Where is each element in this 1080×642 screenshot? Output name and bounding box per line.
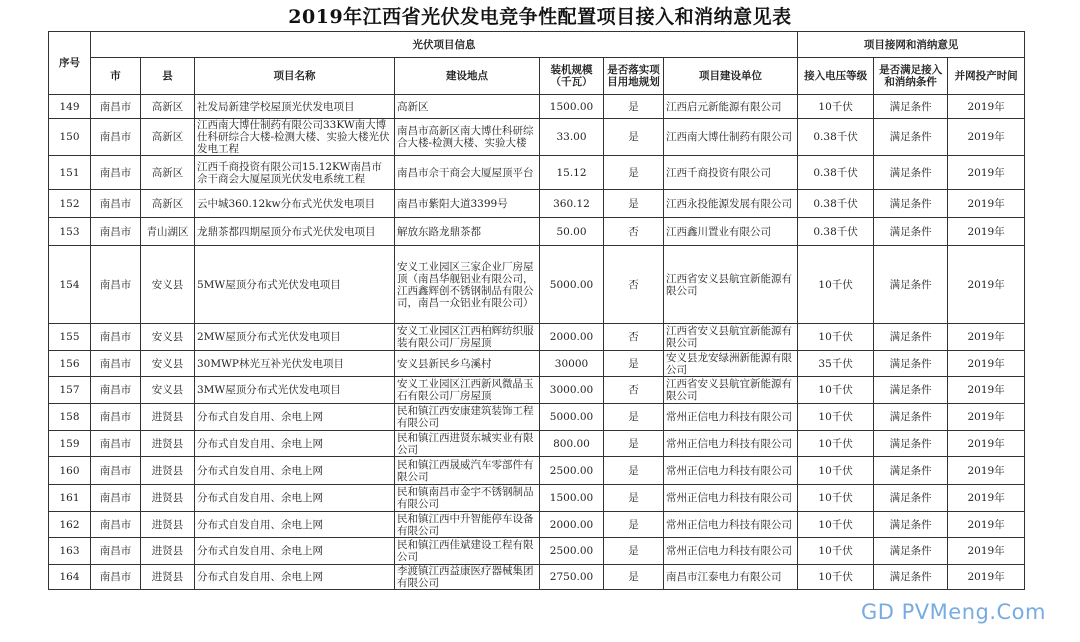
cell-name: 云中城360.12kw分布式光伏发电项目 — [195, 190, 395, 218]
cell-name: 江西南大博仕制药有限公司33KW南大博仕科研综合大楼-检测大楼、实验大楼光伏发电工程 — [195, 119, 395, 156]
cell-capacity: 2000.00 — [540, 324, 604, 351]
header-year: 并网投产时间 — [948, 58, 1025, 95]
cell-seq: 149 — [49, 95, 91, 119]
cell-seq: 150 — [49, 119, 91, 156]
cell-land: 否 — [604, 324, 664, 351]
cell-city: 南昌市 — [91, 404, 141, 431]
cell-condition: 满足条件 — [874, 377, 948, 404]
cell-capacity: 1500.00 — [540, 95, 604, 119]
cell-condition: 满足条件 — [874, 95, 948, 119]
cell-capacity: 2000.00 — [540, 512, 604, 538]
cell-city: 南昌市 — [91, 538, 141, 565]
header-voltage: 接入电压等级 — [798, 58, 874, 95]
cell-seq: 164 — [49, 565, 91, 590]
cell-capacity: 33.00 — [540, 119, 604, 156]
cell-name: 分布式自发自用、余电上网 — [195, 485, 395, 512]
table-row — [49, 95, 1025, 119]
cell-name: 分布式自发自用、余电上网 — [195, 457, 395, 485]
cell-year: 2019年 — [948, 565, 1025, 590]
table-row — [49, 431, 1025, 457]
cell-voltage: 10千伏 — [798, 324, 874, 351]
cell-unit: 江西永投能源发展有限公司 — [664, 190, 798, 218]
cell-voltage: 10千伏 — [798, 485, 874, 512]
cell-capacity: 5000.00 — [540, 404, 604, 431]
cell-city: 南昌市 — [91, 351, 141, 377]
cell-condition: 满足条件 — [874, 431, 948, 457]
table-row — [49, 156, 1025, 190]
cell-land: 是 — [604, 457, 664, 485]
cell-voltage: 10千伏 — [798, 95, 874, 119]
cell-unit: 江西省安义县航宜新能源有限公司 — [664, 246, 798, 324]
cell-seq: 152 — [49, 190, 91, 218]
cell-condition: 满足条件 — [874, 512, 948, 538]
table-row — [49, 538, 1025, 565]
cell-year: 2019年 — [948, 431, 1025, 457]
cell-location: 民和镇江西中升智能停车设备有限公司 — [395, 512, 540, 538]
cell-city: 南昌市 — [91, 190, 141, 218]
cell-seq: 163 — [49, 538, 91, 565]
cell-seq: 153 — [49, 218, 91, 246]
cell-city: 南昌市 — [91, 246, 141, 324]
table-row — [49, 119, 1025, 156]
cell-land: 是 — [604, 190, 664, 218]
cell-voltage: 10千伏 — [798, 377, 874, 404]
table-row — [49, 404, 1025, 431]
cell-condition: 满足条件 — [874, 565, 948, 590]
cell-capacity: 2500.00 — [540, 457, 604, 485]
cell-county: 进贤县 — [141, 538, 195, 565]
table-row — [49, 565, 1025, 590]
cell-voltage: 10千伏 — [798, 512, 874, 538]
cell-name: 分布式自发自用、余电上网 — [195, 404, 395, 431]
cell-condition: 满足条件 — [874, 538, 948, 565]
cell-year: 2019年 — [948, 95, 1025, 119]
header-land: 是否落实项目用地规划 — [604, 58, 664, 95]
cell-voltage: 10千伏 — [798, 457, 874, 485]
cell-year: 2019年 — [948, 246, 1025, 324]
cell-condition: 满足条件 — [874, 190, 948, 218]
watermark: GD PVMeng.Com — [861, 600, 1046, 624]
table-row — [49, 377, 1025, 404]
cell-land: 否 — [604, 218, 664, 246]
cell-name: 2MW屋顶分布式光伏发电项目 — [195, 324, 395, 351]
cell-condition: 满足条件 — [874, 485, 948, 512]
cell-city: 南昌市 — [91, 457, 141, 485]
cell-seq: 157 — [49, 377, 91, 404]
cell-name: 分布式自发自用、余电上网 — [195, 431, 395, 457]
cell-city: 南昌市 — [91, 119, 141, 156]
cell-year: 2019年 — [948, 324, 1025, 351]
cell-year: 2019年 — [948, 377, 1025, 404]
cell-year: 2019年 — [948, 218, 1025, 246]
cell-seq: 161 — [49, 485, 91, 512]
cell-county: 安义县 — [141, 351, 195, 377]
cell-land: 是 — [604, 538, 664, 565]
cell-city: 南昌市 — [91, 485, 141, 512]
cell-year: 2019年 — [948, 512, 1025, 538]
cell-condition: 满足条件 — [874, 218, 948, 246]
table-row — [49, 485, 1025, 512]
cell-county: 进贤县 — [141, 512, 195, 538]
cell-city: 南昌市 — [91, 512, 141, 538]
cell-location: 民和镇南昌市金宇不锈钢制品有限公司 — [395, 485, 540, 512]
cell-capacity: 1500.00 — [540, 485, 604, 512]
table-row — [49, 512, 1025, 538]
cell-seq: 151 — [49, 156, 91, 190]
cell-name: 分布式自发自用、余电上网 — [195, 538, 395, 565]
cell-county: 进贤县 — [141, 485, 195, 512]
cell-county: 进贤县 — [141, 404, 195, 431]
cell-county: 安义县 — [141, 246, 195, 324]
cell-land: 否 — [604, 246, 664, 324]
cell-name: 5MW屋顶分布式光伏发电项目 — [195, 246, 395, 324]
table-row — [49, 246, 1025, 324]
cell-name: 分布式自发自用、余电上网 — [195, 565, 395, 590]
cell-land: 是 — [604, 95, 664, 119]
cell-name: 分布式自发自用、余电上网 — [195, 512, 395, 538]
cell-city: 南昌市 — [91, 431, 141, 457]
cell-land: 是 — [604, 565, 664, 590]
cell-county: 进贤县 — [141, 431, 195, 457]
cell-unit: 常州正信电力科技有限公司 — [664, 457, 798, 485]
cell-year: 2019年 — [948, 351, 1025, 377]
cell-seq: 159 — [49, 431, 91, 457]
cell-location: 南昌市紫阳大道3399号 — [395, 190, 540, 218]
cell-name: 30MWP林光互补光伏发电项目 — [195, 351, 395, 377]
cell-unit: 南昌市江泰电力有限公司 — [664, 565, 798, 590]
header-name: 项目名称 — [195, 58, 395, 95]
cell-seq: 162 — [49, 512, 91, 538]
cell-city: 南昌市 — [91, 218, 141, 246]
cell-year: 2019年 — [948, 156, 1025, 190]
cell-land: 是 — [604, 404, 664, 431]
cell-county: 进贤县 — [141, 457, 195, 485]
cell-capacity: 800.00 — [540, 431, 604, 457]
cell-seq: 160 — [49, 457, 91, 485]
cell-location: 南昌市佘干商会大厦屋顶平台 — [395, 156, 540, 190]
table-row — [49, 324, 1025, 351]
cell-voltage: 0.38千伏 — [798, 218, 874, 246]
cell-name: 龙鼎茶都四期屋顶分布式光伏发电项目 — [195, 218, 395, 246]
cell-county: 高新区 — [141, 95, 195, 119]
cell-voltage: 0.38千伏 — [798, 119, 874, 156]
cell-unit: 江西南大博仕制药有限公司 — [664, 119, 798, 156]
table-row — [49, 218, 1025, 246]
header-location: 建设地点 — [395, 58, 540, 95]
cell-land: 是 — [604, 351, 664, 377]
cell-location: 安义工业园区三家企业厂房屋顶（南昌华舰铝业有限公司，江西鑫辉创不锈钢制品有限公司，南昌一众铝业有限公司） — [395, 246, 540, 324]
cell-unit: 常州正信电力科技有限公司 — [664, 485, 798, 512]
cell-unit: 常州正信电力科技有限公司 — [664, 538, 798, 565]
header-county: 县 — [141, 58, 195, 95]
cell-voltage: 0.38千伏 — [798, 156, 874, 190]
cell-county: 进贤县 — [141, 565, 195, 590]
cell-voltage: 10千伏 — [798, 246, 874, 324]
cell-year: 2019年 — [948, 485, 1025, 512]
cell-county: 高新区 — [141, 156, 195, 190]
cell-unit: 江西省安义县航宜新能源有限公司 — [664, 324, 798, 351]
page-title: 2019年江西省光伏发电竞争性配置项目接入和消纳意见表 — [288, 6, 792, 28]
cell-location: 民和镇江西晟威汽车零部件有限公司 — [395, 457, 540, 485]
cell-location: 李渡镇江西益康医疗器械集团有限公司 — [395, 565, 540, 590]
cell-voltage: 0.38千伏 — [798, 190, 874, 218]
cell-city: 南昌市 — [91, 95, 141, 119]
cell-year: 2019年 — [948, 457, 1025, 485]
header-group-pv: 光伏项目信息 — [91, 32, 798, 58]
cell-unit: 江西启元新能源有限公司 — [664, 95, 798, 119]
header-city: 市 — [91, 58, 141, 95]
cell-land: 是 — [604, 119, 664, 156]
cell-county: 安义县 — [141, 377, 195, 404]
cell-land: 是 — [604, 485, 664, 512]
cell-seq: 156 — [49, 351, 91, 377]
cell-location: 解放东路龙鼎茶都 — [395, 218, 540, 246]
cell-capacity: 3000.00 — [540, 377, 604, 404]
cell-voltage: 10千伏 — [798, 538, 874, 565]
cell-location: 安义县新民乡乌溪村 — [395, 351, 540, 377]
cell-condition: 满足条件 — [874, 156, 948, 190]
cell-condition: 满足条件 — [874, 324, 948, 351]
header-group-grid: 项目接网和消纳意见 — [798, 32, 1025, 58]
header-seq: 序号 — [49, 32, 91, 95]
cell-year: 2019年 — [948, 119, 1025, 156]
cell-seq: 154 — [49, 246, 91, 324]
cell-condition: 满足条件 — [874, 351, 948, 377]
project-table — [48, 31, 1025, 590]
table-body — [49, 95, 1025, 590]
cell-condition: 满足条件 — [874, 119, 948, 156]
header-unit: 项目建设单位 — [664, 58, 798, 95]
cell-location: 民和镇江西安康建筑装饰工程有限公司 — [395, 404, 540, 431]
cell-county: 青山湖区 — [141, 218, 195, 246]
table-row — [49, 457, 1025, 485]
header-capacity: 装机规模（千瓦） — [540, 58, 604, 95]
cell-capacity: 50.00 — [540, 218, 604, 246]
cell-capacity: 5000.00 — [540, 246, 604, 324]
cell-location: 高新区 — [395, 95, 540, 119]
cell-year: 2019年 — [948, 404, 1025, 431]
cell-capacity: 2500.00 — [540, 538, 604, 565]
cell-land: 是 — [604, 512, 664, 538]
cell-county: 安义县 — [141, 324, 195, 351]
cell-city: 南昌市 — [91, 565, 141, 590]
cell-unit: 常州正信电力科技有限公司 — [664, 512, 798, 538]
cell-voltage: 10千伏 — [798, 565, 874, 590]
table-row — [49, 190, 1025, 218]
cell-county: 高新区 — [141, 190, 195, 218]
cell-year: 2019年 — [948, 538, 1025, 565]
cell-land: 是 — [604, 156, 664, 190]
cell-city: 南昌市 — [91, 377, 141, 404]
cell-name: 江西千商投资有限公司15.12KW南昌市佘干商会大厦屋顶光伏发电系统工程 — [195, 156, 395, 190]
cell-unit: 江西千商投资有限公司 — [664, 156, 798, 190]
cell-land: 否 — [604, 377, 664, 404]
cell-name: 3MW屋顶分布式光伏发电项目 — [195, 377, 395, 404]
cell-location: 民和镇江西进贤东城实业有限公司 — [395, 431, 540, 457]
cell-land: 是 — [604, 431, 664, 457]
cell-seq: 155 — [49, 324, 91, 351]
cell-unit: 安义县龙安绿洲新能源有限公司 — [664, 351, 798, 377]
cell-capacity: 2750.00 — [540, 565, 604, 590]
cell-unit: 常州正信电力科技有限公司 — [664, 431, 798, 457]
cell-location: 安义工业园区江西新风微晶玉石有限公司厂房屋顶 — [395, 377, 540, 404]
header-condition: 是否满足接入和消纳条件 — [874, 58, 948, 95]
cell-capacity: 15.12 — [540, 156, 604, 190]
cell-year: 2019年 — [948, 190, 1025, 218]
cell-name: 社发局新建学校屋顶光伏发电项目 — [195, 95, 395, 119]
cell-unit: 常州正信电力科技有限公司 — [664, 404, 798, 431]
cell-location: 民和镇江西佳斌建设工程有限公司 — [395, 538, 540, 565]
cell-condition: 满足条件 — [874, 246, 948, 324]
cell-condition: 满足条件 — [874, 457, 948, 485]
cell-voltage: 35千伏 — [798, 351, 874, 377]
table-row — [49, 351, 1025, 377]
cell-voltage: 10千伏 — [798, 431, 874, 457]
cell-capacity: 360.12 — [540, 190, 604, 218]
cell-unit: 江西鑫川置业有限公司 — [664, 218, 798, 246]
cell-city: 南昌市 — [91, 324, 141, 351]
cell-voltage: 10千伏 — [798, 404, 874, 431]
cell-county: 高新区 — [141, 119, 195, 156]
cell-city: 南昌市 — [91, 156, 141, 190]
cell-seq: 158 — [49, 404, 91, 431]
cell-unit: 江西省安义县航宜新能源有限公司 — [664, 377, 798, 404]
cell-location: 安义工业园区江西柏辉纺织服装有限公司厂房屋顶 — [395, 324, 540, 351]
cell-location: 南昌市高新区南大博仕科研综合大楼-检测大楼、实验大楼 — [395, 119, 540, 156]
cell-condition: 满足条件 — [874, 404, 948, 431]
cell-capacity: 30000 — [540, 351, 604, 377]
